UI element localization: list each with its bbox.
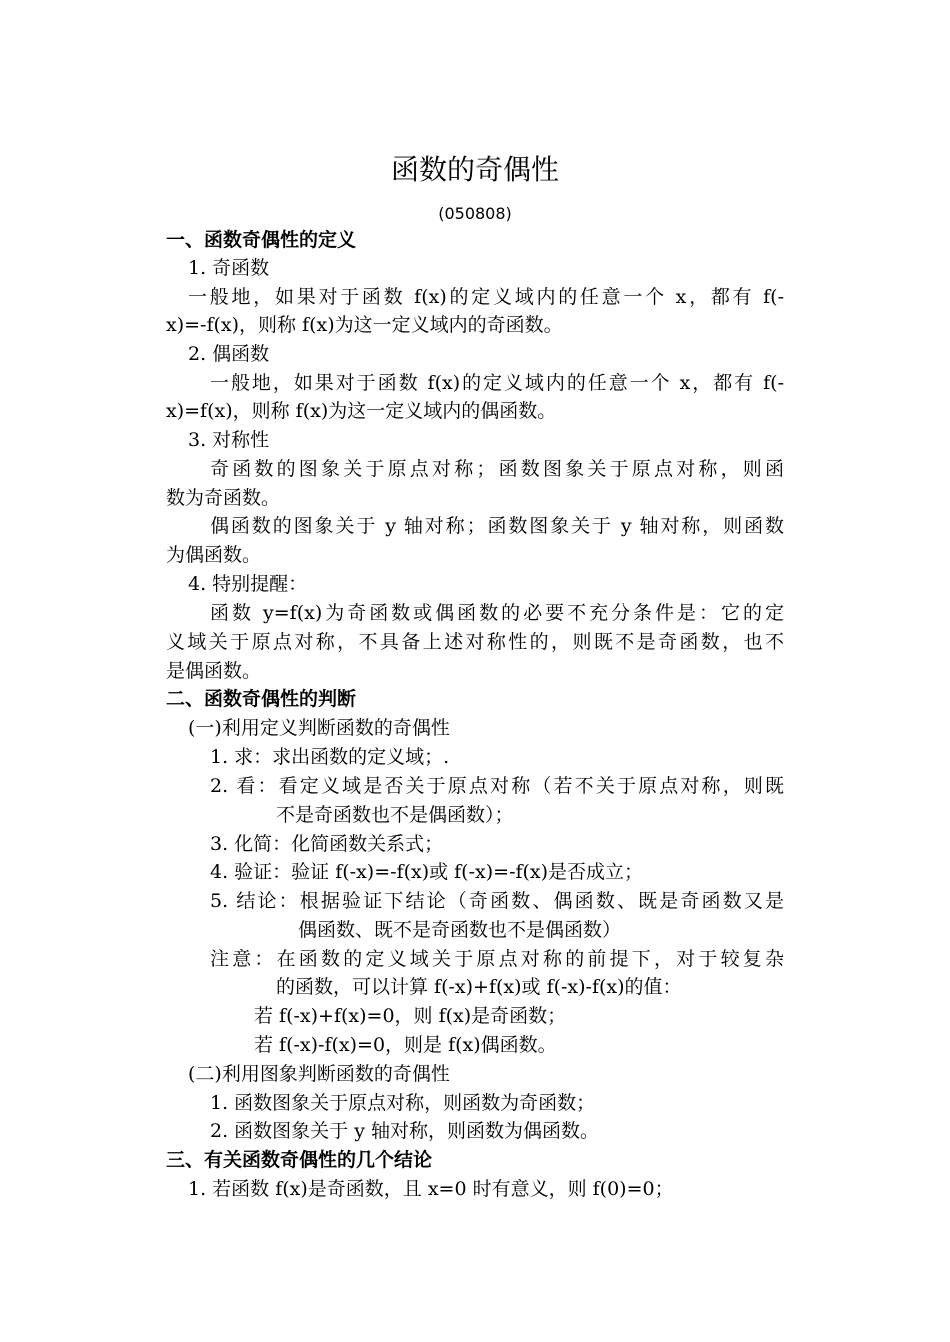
list-item: 2. 看：看定义域是否关于原点对称（若不关于原点对称，则既 xyxy=(210,775,784,797)
paragraph-line: 数为奇函数。 xyxy=(166,487,281,509)
paragraph-line: 偶函数的图象关于 y 轴对称；函数图象关于 y 轴对称，则函数 xyxy=(210,515,784,537)
section-heading-2: 二、函数奇偶性的判断 xyxy=(166,688,357,710)
subheading-even-function: 2. 偶函数 xyxy=(188,343,270,365)
paragraph-line: 一般地，如果对于函数 f(x)的定义域内的任意一个 x，都有 f(- xyxy=(188,286,784,308)
list-item-continued: 不是奇函数也不是偶函数）； xyxy=(276,804,514,826)
document-title: 函数的奇偶性 xyxy=(390,153,559,186)
paragraph-line: x)=-f(x)，则称 f(x)为这一定义域内的奇函数。 xyxy=(166,314,563,336)
document-code: (050808) xyxy=(438,204,512,223)
list-item: 4. 验证：验证 f(-x)=-f(x)或 f(-x)=-f(x)是否成立； xyxy=(210,861,644,883)
note-line: 若 f(-x)-f(x)=0，则是 f(x)偶函数。 xyxy=(254,1034,557,1056)
note-line: 若 f(-x)+f(x)=0，则 f(x)是奇函数； xyxy=(254,1005,567,1027)
section-heading-3: 三、有关函数奇偶性的几个结论 xyxy=(166,1149,433,1171)
paragraph-line: 是偶函数。 xyxy=(166,660,262,682)
list-item: 3. 化简：化简函数关系式； xyxy=(210,833,444,855)
paragraph-line: 为偶函数。 xyxy=(166,544,262,566)
note-line: 的函数，可以计算 f(-x)+f(x)或 f(-x)-f(x)的值： xyxy=(276,976,682,998)
list-item: 1. 函数图象关于原点对称，则函数为奇函数； xyxy=(210,1092,596,1114)
paragraph-line: 奇函数的图象关于原点对称；函数图象关于原点对称，则函 xyxy=(210,458,784,480)
note-line: 注意：在函数的定义域关于原点对称的前提下，对于较复杂 xyxy=(210,948,784,970)
paragraph-line: 函数 y=f(x)为奇函数或偶函数的必要不充分条件是：它的定 xyxy=(210,602,784,624)
paragraph-line: x)=f(x)，则称 f(x)为这一定义域内的偶函数。 xyxy=(166,400,557,422)
subheading-symmetry: 3. 对称性 xyxy=(188,429,270,451)
subheading-reminder: 4. 特别提醒： xyxy=(188,573,308,595)
subheading-odd-function: 1. 奇函数 xyxy=(188,257,270,279)
subheading-definition-method: (一)利用定义判断函数的奇偶性 xyxy=(188,717,450,739)
list-item: 2. 函数图象关于 y 轴对称，则函数为偶函数。 xyxy=(210,1120,599,1142)
section-heading-1: 一、函数奇偶性的定义 xyxy=(166,229,357,251)
list-item: 5. 结论：根据验证下结论（奇函数、偶函数、既是奇函数又是 xyxy=(210,890,784,912)
paragraph-line: 义域关于原点对称，不具备上述对称性的，则既不是奇函数，也不 xyxy=(166,631,784,653)
list-item-continued: 偶函数、既不是奇函数也不是偶函数） xyxy=(298,919,622,941)
list-item: 1. 求：求出函数的定义域；. xyxy=(210,746,450,768)
subheading-graph-method: (二)利用图象判断函数的奇偶性 xyxy=(188,1063,450,1085)
paragraph-line: 一般地，如果对于函数 f(x)的定义域内的任意一个 x，都有 f(- xyxy=(210,372,784,394)
list-item: 1. 若函数 f(x)是奇函数，且 x=0 时有意义，则 f(0)=0； xyxy=(188,1178,674,1200)
